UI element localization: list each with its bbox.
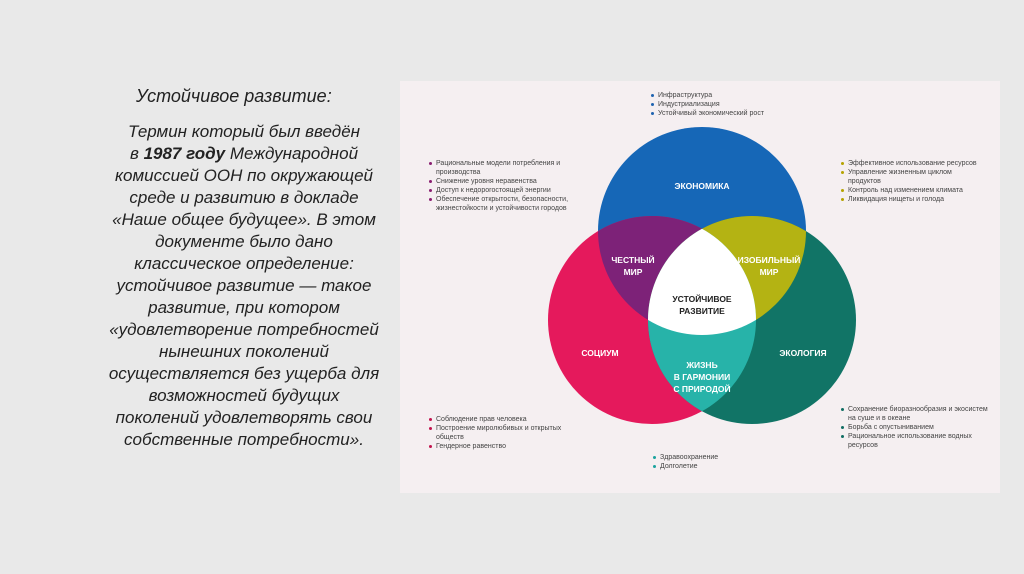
note-item: Здравоохранение (652, 453, 762, 462)
note-item: Эффективное использование ресурсов (840, 159, 980, 168)
note-item: Индустриализация (650, 100, 820, 109)
slide-body (86, 121, 402, 451)
body-text-line: «Наше общее будущее». В этом (112, 210, 376, 229)
note-item: Рациональное использование водных ресурсов (840, 432, 990, 450)
body-text-line: среде и развитию в докладе (129, 188, 359, 207)
body-text-line: возможностей будущих (148, 386, 340, 405)
note-item: Управление жизненным циклом продуктов (840, 168, 980, 186)
note-item: Долголетие (652, 462, 762, 471)
note-bottom-left (428, 415, 568, 451)
body-text-line: нынешних поколений (158, 342, 330, 361)
harmony-label-2: В ГАРМОНИИ (673, 372, 731, 382)
body-text-line: «удовлетворение потребностей (109, 320, 379, 339)
note-item: Рациональные модели потребления и производства (428, 159, 578, 177)
note-item: Гендерное равенство (428, 442, 568, 451)
body-text-line: поколений удовлетворять свои (115, 408, 373, 427)
abundant-world-label-1: ИЗОБИЛЬНЫЙ (737, 255, 801, 265)
body-text-line: классическое определение: (134, 254, 354, 273)
body-text-part: Международной (225, 144, 359, 163)
body-text-line: Термин который был введён (128, 122, 360, 141)
slide-text-block (86, 86, 402, 451)
center-label-1: УСТОЙЧИВОЕ (672, 294, 732, 304)
note-bottom-center (652, 453, 762, 471)
harmony-label-3: С ПРИРОДОЙ (673, 384, 731, 394)
venn-diagram (400, 81, 1000, 493)
fair-world-label-1: ЧЕСТНЫЙ (611, 255, 655, 265)
body-text-part: в (129, 144, 144, 163)
fair-world-label-2: МИР (623, 267, 643, 277)
body-text-line: устойчивое развитие — такое (116, 276, 372, 295)
note-item: Борьба с опустыниванием (840, 423, 990, 432)
body-text-line: комиссией ООН по окружающей (114, 166, 374, 185)
slide-title: Устойчивое развитие: (136, 86, 332, 106)
note-item: Доступ к недорогостоящей энергии (428, 186, 578, 195)
body-text-line: документе было дано (155, 232, 333, 251)
body-text-line: развитие, при котором (148, 298, 340, 317)
harmony-label-1: ЖИЗНЬ (686, 360, 718, 370)
body-text-line: осуществляется без ущерба для (108, 364, 380, 383)
body-text-part: 1987 году (143, 144, 226, 163)
abundant-world-label-2: МИР (759, 267, 779, 277)
note-item: Контроль над изменением климата (840, 186, 980, 195)
note-item: Соблюдение прав человека (428, 415, 568, 424)
note-item: Построение миролюбивых и открытых обществ (428, 424, 568, 442)
note-item: Устойчивый экономический рост (650, 109, 820, 118)
note-left (428, 159, 578, 213)
note-item: Ликвидация нищеты и голода (840, 195, 980, 204)
note-right (840, 159, 980, 204)
note-top (650, 91, 820, 118)
note-item: Обеспечение открытости, безопасности, жизнестойкости и устойчивости городов (428, 195, 578, 213)
note-item: Сохранение биоразнообразия и экосистем на суше и в океане (840, 405, 990, 423)
body-text-line: собственные потребности». (124, 430, 364, 449)
note-item: Инфраструктура (650, 91, 820, 100)
note-bottom-right (840, 405, 990, 450)
center-label-2: РАЗВИТИЕ (679, 306, 725, 316)
society-label: СОЦИУМ (581, 348, 619, 358)
ecology-label: ЭКОЛОГИЯ (779, 348, 827, 358)
note-item: Снижение уровня неравенства (428, 177, 578, 186)
economy-label: ЭКОНОМИКА (674, 181, 730, 191)
